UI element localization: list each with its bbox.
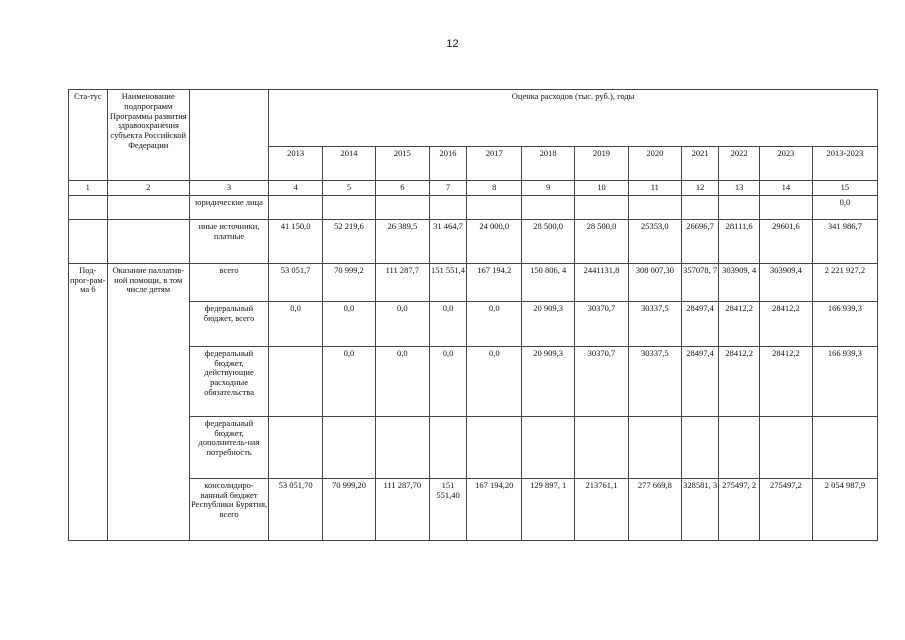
budget-table — [68, 89, 878, 541]
column-number: 14 — [760, 181, 813, 196]
value-cell: 28 500,0 — [522, 219, 575, 263]
value-cell: 30337,5 — [628, 346, 681, 416]
value-cell: 28412,2 — [760, 301, 813, 346]
column-number: 6 — [375, 181, 429, 196]
column-number: 11 — [628, 181, 681, 196]
value-cell: 277 669,8 — [628, 478, 681, 540]
column-number: 2 — [107, 181, 189, 196]
value-cell: 0,0 — [269, 301, 323, 346]
column-number: 5 — [323, 181, 376, 196]
value-cell: 0,0 — [812, 195, 877, 219]
value-cell — [269, 416, 323, 478]
value-cell: 0,0 — [375, 346, 429, 416]
value-cell — [681, 416, 719, 478]
value-cell — [812, 416, 877, 478]
column-number: 1 — [69, 181, 108, 196]
table-row — [69, 219, 878, 263]
value-cell: 303909,4 — [760, 263, 813, 301]
funding-source-cell: всего — [189, 263, 268, 301]
value-cell — [429, 416, 467, 478]
year-header: 2015 — [375, 147, 429, 181]
value-cell: 328581, 3 — [681, 478, 719, 540]
value-cell — [522, 195, 575, 219]
value-cell — [681, 195, 719, 219]
year-header: 2013 — [269, 147, 323, 181]
value-cell: 28412,2 — [719, 301, 760, 346]
value-cell: 2441131,8 — [575, 263, 629, 301]
column-number: 4 — [269, 181, 323, 196]
funding-source-cell: консолидиро-ванный бюджет Республики Бурятия, всего — [189, 478, 268, 540]
table-row — [69, 301, 878, 346]
value-cell: 151 551,4 — [429, 263, 467, 301]
year-header: 2022 — [719, 147, 760, 181]
value-cell: 26 389,5 — [375, 219, 429, 263]
subprogram-status-cell: Под-прог-рам-ма 6 — [69, 263, 108, 540]
column-number: 13 — [719, 181, 760, 196]
status-cell — [69, 219, 108, 263]
value-cell: 0,0 — [375, 301, 429, 346]
funding-source-header — [189, 90, 268, 181]
value-cell: 20 909,3 — [522, 301, 575, 346]
value-cell — [719, 416, 760, 478]
status-cell — [69, 195, 108, 219]
funding-source-cell: иные источники, платные — [189, 219, 268, 263]
column-number: 8 — [467, 181, 522, 196]
value-cell: 25353,0 — [628, 219, 681, 263]
value-cell: 111 287,7 — [375, 263, 429, 301]
name-cell — [107, 219, 189, 263]
value-cell: 28412,2 — [719, 346, 760, 416]
value-cell: 167 194,20 — [467, 478, 522, 540]
value-cell: 2 054 987,9 — [812, 478, 877, 540]
value-cell — [269, 195, 323, 219]
column-number: 7 — [429, 181, 467, 196]
value-cell: 30337,5 — [628, 301, 681, 346]
funding-source-cell: федеральный бюджет, действующие расходные обязательства — [189, 346, 268, 416]
value-cell: 20 909,3 — [522, 346, 575, 416]
value-cell: 213761,1 — [575, 478, 629, 540]
value-cell: 70 999,20 — [323, 478, 376, 540]
year-header: 2021 — [681, 147, 719, 181]
year-header: 2017 — [467, 147, 522, 181]
value-cell: 29601,6 — [760, 219, 813, 263]
value-cell: 30370,7 — [575, 346, 629, 416]
value-cell — [467, 195, 522, 219]
value-cell — [269, 346, 323, 416]
value-cell: 357078, 7 — [681, 263, 719, 301]
value-cell: 24 000,0 — [467, 219, 522, 263]
value-cell — [375, 416, 429, 478]
value-cell — [760, 195, 813, 219]
status-header: Ста-тус — [69, 90, 108, 181]
column-number: 9 — [522, 181, 575, 196]
year-header: 2019 — [575, 147, 629, 181]
column-number: 10 — [575, 181, 629, 196]
value-cell — [467, 416, 522, 478]
funding-source-cell: федеральный бюджет, всего — [189, 301, 268, 346]
value-cell — [575, 195, 629, 219]
value-cell: 2 221 927,2 — [812, 263, 877, 301]
value-cell: 70 999,2 — [323, 263, 376, 301]
year-header: 2023 — [760, 147, 813, 181]
value-cell: 53 051,7 — [269, 263, 323, 301]
column-number: 15 — [812, 181, 877, 196]
value-cell: 28 500,0 — [575, 219, 629, 263]
table-row — [69, 478, 878, 540]
value-cell: 167 194,2 — [467, 263, 522, 301]
name-cell — [107, 195, 189, 219]
value-cell — [323, 416, 376, 478]
value-cell: 341 986,7 — [812, 219, 877, 263]
value-cell: 28412,2 — [760, 346, 813, 416]
value-cell: 28497,4 — [681, 346, 719, 416]
year-header: 2018 — [522, 147, 575, 181]
value-cell — [429, 195, 467, 219]
value-cell: 52 219,6 — [323, 219, 376, 263]
table-row — [69, 195, 878, 219]
page-number: 12 — [446, 38, 459, 50]
value-cell: 129 897, 1 — [522, 478, 575, 540]
value-cell — [719, 195, 760, 219]
value-cell: 0,0 — [323, 301, 376, 346]
value-cell: 308 007,30 — [628, 263, 681, 301]
value-cell: 26696,7 — [681, 219, 719, 263]
value-cell: 0,0 — [467, 301, 522, 346]
year-header: 2014 — [323, 147, 376, 181]
value-cell — [628, 195, 681, 219]
table-row — [69, 346, 878, 416]
column-number: 3 — [189, 181, 268, 196]
year-header: 2016 — [429, 147, 467, 181]
value-cell: 0,0 — [429, 346, 467, 416]
cost-estimate-header: Оценка расходов (тыс. руб.), годы — [269, 90, 878, 147]
subprogram-name-header: Наименование подпрограмм Программы развития здравоохранения субъекта Российской Федерации — [107, 90, 189, 181]
value-cell — [323, 195, 376, 219]
value-cell: 166 939,3 — [812, 346, 877, 416]
value-cell: 41 150,0 — [269, 219, 323, 263]
table-row — [69, 416, 878, 478]
value-cell: 303909, 4 — [719, 263, 760, 301]
value-cell — [760, 416, 813, 478]
column-number: 12 — [681, 181, 719, 196]
year-header: 2020 — [628, 147, 681, 181]
value-cell: 0,0 — [323, 346, 376, 416]
value-cell: 31 464,7 — [429, 219, 467, 263]
value-cell: 0,0 — [429, 301, 467, 346]
value-cell: 28497,4 — [681, 301, 719, 346]
value-cell: 150 806, 4 — [522, 263, 575, 301]
value-cell: 0,0 — [467, 346, 522, 416]
year-header: 2013-2023 — [812, 147, 877, 181]
value-cell: 275497, 2 — [719, 478, 760, 540]
funding-source-cell: юридические лица — [189, 195, 268, 219]
value-cell: 151 551,40 — [429, 478, 467, 540]
value-cell: 166 939,3 — [812, 301, 877, 346]
value-cell: 111 287,70 — [375, 478, 429, 540]
value-cell — [522, 416, 575, 478]
subprogram-name-cell: Оказание паллатив-ной помощи, в том числе детям — [107, 263, 189, 540]
value-cell — [575, 416, 629, 478]
value-cell: 30370,7 — [575, 301, 629, 346]
value-cell — [628, 416, 681, 478]
value-cell: 28111,6 — [719, 219, 760, 263]
value-cell: 275497,2 — [760, 478, 813, 540]
value-cell: 53 051,70 — [269, 478, 323, 540]
funding-source-cell: федеральный бюджет, дополнитель-ная потребность — [189, 416, 268, 478]
value-cell — [375, 195, 429, 219]
table-row — [69, 263, 878, 301]
